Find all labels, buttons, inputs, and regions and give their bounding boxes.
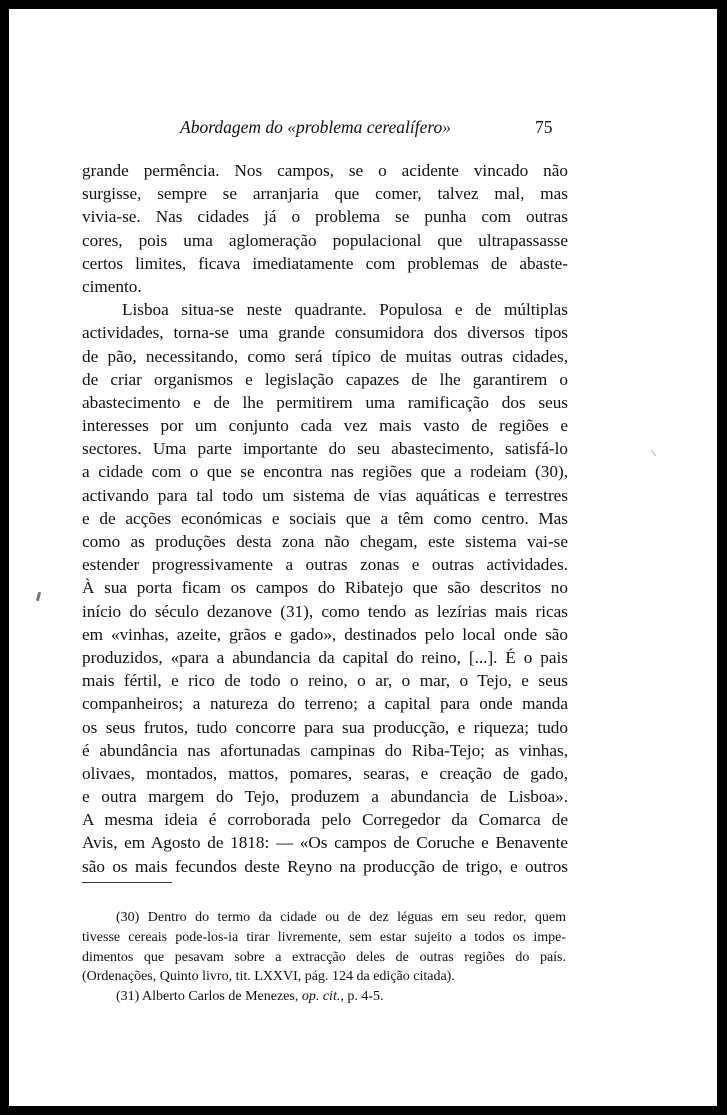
text-line: estender progressivamente a outras zonas e outras actividades.	[82, 555, 568, 575]
footnote-line: tivesse cereais pode-los-ia tirar livremente, sem estar sujeito a todos os impe-	[82, 929, 566, 945]
book-page	[9, 9, 717, 1106]
text-line: A mesma ideia é corroborada pelo Corregedor da Comarca de	[82, 810, 568, 830]
footnote-line: dimentos que pesavam sobre a extracção deles de outras regiões do país.	[82, 949, 566, 965]
footnotes	[82, 908, 566, 1007]
page-header	[9, 117, 717, 147]
text-line: grande permência. Nos campos, se o acidente vincado não	[82, 161, 568, 180]
text-line: produzidos, «para a abundancia da capital do reino, [...]. É o pais	[82, 647, 568, 667]
text-line: activando para tal todo um sistema de vias aquáticas e terrestres	[82, 485, 568, 505]
footnote-line: (31) Alberto Carlos de Menezes, op. cit., p. 4-5.	[116, 989, 384, 1005]
text-line: Lisboa situa-se neste quadrante. Populosa e de múltiplas	[122, 300, 568, 320]
scan-speck	[651, 450, 657, 457]
footnote-divider	[82, 882, 172, 883]
text-line: os seus frutos, tudo concorre para sua producção, e riqueza; tudo	[82, 717, 568, 737]
text-line: surgisse, sempre se arranjaria que comer, talvez mal, mas	[82, 184, 568, 204]
text-line: abastecimento e de lhe permitirem uma ramificação dos seus	[82, 392, 568, 412]
text-line: cores, pois uma aglomeração populacional que ultrapassasse	[82, 230, 568, 250]
text-line: e outra margem do Tejo, produzem a abundancia de Lisboa».	[82, 787, 568, 807]
text-line: é abundância nas afortunadas campinas do Riba-Tejo; as vinhas,	[82, 740, 568, 760]
text-line: À sua porta ficam os campos do Ribatejo que são descritos no	[82, 578, 568, 598]
text-line: certos limites, ficava imediatamente com problemas de abaste-	[82, 253, 568, 273]
text-line: actividades, torna-se uma grande consumidora dos diversos tipos	[82, 323, 568, 343]
text-line: como as produções desta zona não chegam, este sistema vai-se	[82, 532, 568, 551]
text-line: de criar organismos e legislação capazes de lhe garantirem o	[82, 369, 568, 389]
text-line: a cidade com o que se encontra nas regiões que a rodeiam (30),	[82, 462, 568, 482]
page-number: 75	[535, 117, 553, 137]
text-line: de pão, necessitando, como será típico de muitas outras cidades,	[82, 346, 568, 366]
text-line: olivaes, montados, mattos, pomares, searas, e creação de gado,	[82, 763, 568, 783]
scan-speck	[36, 592, 41, 601]
running-title: Abordagem do «problema cerealífero»	[180, 117, 452, 137]
text-line: Avis, em Agosto de 1818: — «Os campos de Coruche e Benavente	[82, 833, 568, 853]
footnote-line: (Ordenações, Quinto livro, tit. LXXVI, pág. 124 da edição citada).	[82, 969, 455, 985]
text-line: início do século dezanove (31), como tendo as lezírias mais ricas	[82, 601, 568, 621]
text-line: interesses por um conjunto cada vez mais vasto de regiões e	[82, 416, 568, 436]
text-line: companheiros; a natureza do terreno; a capital para onde manda	[82, 694, 568, 714]
text-line: em «vinhas, azeite, grãos e gado», destinados pelo local onde são	[82, 624, 568, 644]
text-line: e de acções económicas e sociais que a têm como centro. Mas	[82, 508, 568, 528]
text-line: cimento.	[82, 276, 142, 296]
text-line: sectores. Uma parte importante do seu abastecimento, satisfá-lo	[82, 439, 568, 459]
text-line: vivia-se. Nas cidades já o problema se punha com outras	[82, 207, 568, 227]
text-line: são os mais fecundos deste Reyno na producção de trigo, e outros	[82, 856, 568, 876]
text-line: mais fértil, e rico de todo o reino, o ar, o mar, o Tejo, e seus	[82, 671, 568, 691]
footnote-line: (30) Dentro do termo da cidade ou de dez léguas em seu redor, quem	[116, 910, 566, 925]
body-text	[82, 159, 568, 878]
